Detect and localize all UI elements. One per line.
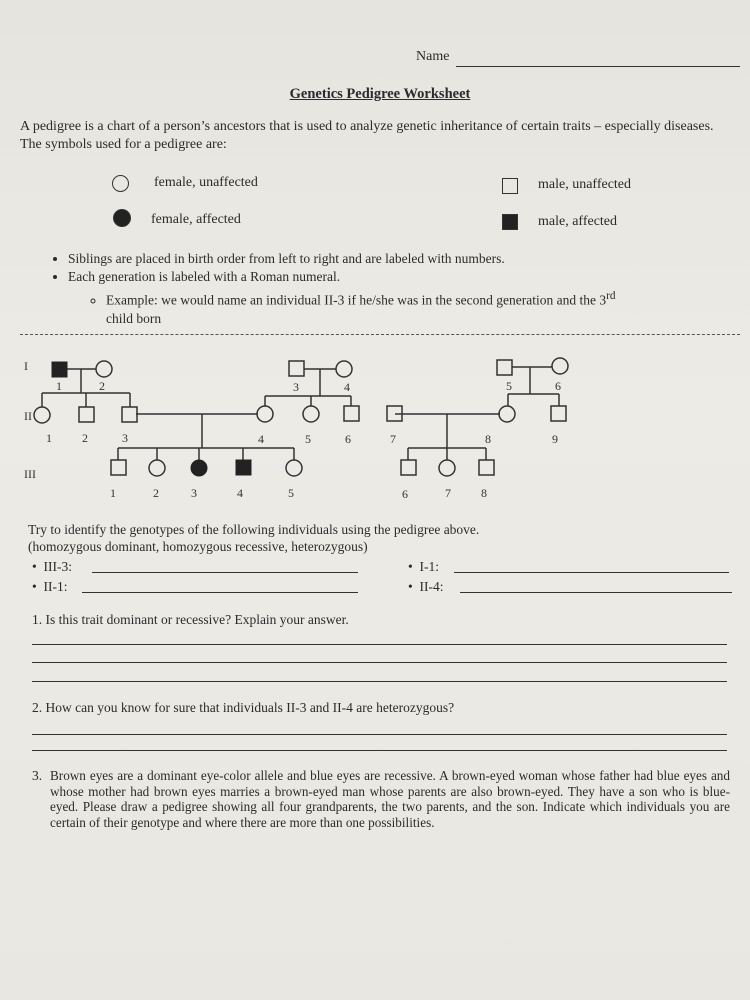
gen3-num-5: 5 (288, 486, 294, 500)
III-6-male (401, 460, 416, 475)
gen1-num-2: 2 (99, 379, 105, 393)
answer-line-III-3[interactable] (92, 572, 358, 573)
answer-line-II-4[interactable] (460, 592, 732, 593)
q2-answer-line-1[interactable] (32, 734, 727, 735)
intro-paragraph: A pedigree is a chart of a person’s ancestors that is used to analyze genetic inheritance of certain traits – especially diseases. The symbols used for a pedigree are: (20, 119, 714, 152)
II-4-female (257, 406, 273, 422)
name-field-line[interactable] (456, 66, 740, 67)
rule-roman-numeral-text: Each generation is labeled with a Roman numeral. (68, 269, 341, 284)
worksheet-title: Genetics Pedigree Worksheet (289, 86, 471, 102)
gen3-num-1: 1 (110, 486, 116, 500)
genotype-item-II-1: • II-1: (32, 579, 68, 594)
gen2-num-7: 7 (390, 432, 396, 446)
example-text: Example: we would name an individual II-3 if he/she was in the second generation and the 3 (106, 292, 607, 308)
female-affected-symbol (113, 209, 131, 227)
q1-answer-line-1[interactable] (32, 644, 727, 645)
pedigree-chart (0, 340, 750, 510)
gen1-num-6: 6 (555, 379, 561, 393)
gen3-num-4: 4 (237, 486, 243, 500)
I-2-female (96, 361, 112, 377)
genotype-options: (homozygous dominant, homozygous recessive, heterozygous) (28, 539, 368, 554)
III-2-female (149, 460, 165, 476)
gen3-num-6: 6 (402, 487, 408, 501)
I-1-affected-male (52, 362, 67, 377)
rules-list (50, 250, 740, 328)
III-7-female (439, 460, 455, 476)
II-8-female (499, 406, 515, 422)
genotype-item-I-1-label: I-1: (419, 559, 439, 574)
gen-label-III: III (24, 467, 36, 481)
gen2-num-2: 2 (82, 431, 88, 445)
III-5-female (286, 460, 302, 476)
question-1: 1. Is this trait dominant or recessive? Explain your answer. (32, 612, 349, 627)
q1-answer-line-3[interactable] (32, 681, 727, 682)
gen-label-II: II (24, 409, 32, 423)
I-4-female (336, 361, 352, 377)
III-4-affected-male (236, 460, 251, 475)
legend-male-affected: male, affected (538, 214, 618, 229)
q2-answer-line-2[interactable] (32, 750, 727, 751)
gen3-num-2: 2 (153, 486, 159, 500)
II-5-female (303, 406, 319, 422)
name-label: Name (416, 49, 450, 64)
gen2-num-8: 8 (485, 432, 491, 446)
legend-male-unaffected: male, unaffected (538, 177, 632, 192)
genotype-instruction: Try to identify the genotypes of the following individuals using the pedigree above. (28, 522, 480, 537)
gen2-num-6: 6 (345, 432, 351, 446)
gen2-num-3: 3 (122, 431, 128, 445)
example-tail: child born (106, 310, 162, 326)
gen3-num-7: 7 (445, 486, 451, 500)
rule-birth-order: • Siblings are placed in birth order from left to right and are labeled with numbers. (68, 250, 740, 268)
rule-roman-numeral (68, 268, 740, 328)
genotype-item-II-4: • II-4: (408, 579, 444, 594)
answer-line-II-1[interactable] (82, 592, 358, 593)
III-1-male (111, 460, 126, 475)
q1-answer-line-2[interactable] (32, 662, 727, 663)
I-3-male (289, 361, 304, 376)
genotype-item-II-1-label: II-1: (43, 579, 68, 594)
genotype-item-III-3-label: III-3: (43, 559, 72, 574)
question-3: Brown eyes are a dominant eye-color allele and blue eyes are recessive. A brown-eyed woman whose father had blue eyes and whose mother had brown eyes marries a brown-eyed man whose parents are also brown-eyed. They have a son who is blue-eyed. Please draw a pedigree showing all four grandparents, the two parents, and the son. Indicate which individuals you are certain of their genotype and where there are more than one possibilities. (50, 768, 730, 830)
rule-example (106, 287, 740, 328)
II-2-male (79, 407, 94, 422)
gen1-num-3: 3 (293, 380, 299, 394)
gen-label-I: I (24, 359, 28, 373)
II-9-male (551, 406, 566, 421)
example-sup: rd (606, 290, 616, 302)
II-3-male (122, 407, 137, 422)
I-5-male (497, 360, 512, 375)
III-8-male (479, 460, 494, 475)
gen1-num-5: 5 (506, 379, 512, 393)
gen2-num-5: 5 (305, 432, 311, 446)
gen2-num-1: 1 (46, 431, 52, 445)
III-3-affected-female (191, 460, 207, 476)
II-1-female (34, 407, 50, 423)
section-divider (20, 334, 740, 335)
male-affected-symbol (502, 214, 518, 230)
I-6-female (552, 358, 568, 374)
question-2: 2. How can you know for sure that individuals II-3 and II-4 are heterozygous? (32, 700, 455, 715)
II-6-male (344, 406, 359, 421)
gen1-num-4: 4 (344, 380, 350, 394)
female-unaffected-symbol (112, 175, 129, 192)
legend-female-unaffected: female, unaffected (154, 175, 258, 190)
male-unaffected-symbol (502, 178, 518, 194)
gen1-num-1: 1 (56, 379, 62, 393)
question-3-number: 3. (32, 768, 43, 783)
legend-female-affected: female, affected (151, 212, 241, 227)
genotype-item-II-4-label: II-4: (419, 579, 444, 594)
gen2-num-9: 9 (552, 432, 558, 446)
gen3-num-8: 8 (481, 486, 487, 500)
genotype-item-III-3: • III-3: (32, 559, 72, 574)
genotype-item-I-1: • I-1: (408, 559, 439, 574)
gen3-num-3: 3 (191, 486, 197, 500)
gen2-num-4: 4 (258, 432, 264, 446)
answer-line-I-1[interactable] (454, 572, 729, 573)
